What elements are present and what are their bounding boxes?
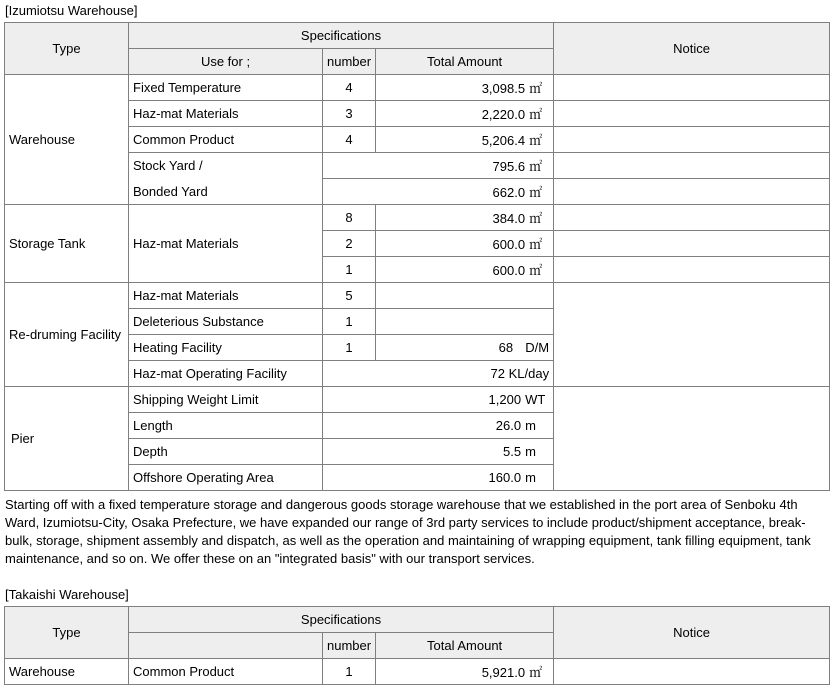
amount-cell (376, 659, 554, 685)
unit-label: ㎡ (529, 185, 543, 200)
notice-cell (554, 75, 830, 101)
table-row (5, 179, 830, 205)
unit-label: ㎡ (529, 237, 543, 252)
amount-value: 26.0 (495, 418, 522, 433)
amount-cell (376, 75, 554, 101)
notice-cell (554, 659, 830, 685)
unit-label: WT (525, 392, 546, 407)
number-cell: 1 (323, 309, 376, 335)
unit-label: ㎡ (529, 211, 543, 226)
amount-cell (376, 283, 554, 309)
header-number: number (323, 49, 376, 75)
unit-label: m (525, 418, 536, 433)
amount-cell (376, 309, 554, 335)
table-row (5, 659, 830, 685)
amount-value: 5,921.0 (481, 665, 526, 680)
number-cell: 3 (323, 101, 376, 127)
use-bonded-yard: Bonded Yard (129, 179, 323, 205)
use-redrum-hazmat: Haz-mat Materials (129, 283, 323, 309)
table-row (5, 75, 830, 101)
table-row (5, 101, 830, 127)
amount-value: 3,098.5 (481, 81, 526, 96)
amount-cell (323, 153, 554, 179)
amount-value: 5.5 (503, 444, 522, 459)
amount-value: 1,200 (488, 392, 522, 407)
notice-cell (554, 205, 830, 231)
use-offshore: Offshore Operating Area (129, 465, 323, 491)
amount-cell (376, 231, 554, 257)
use-common-product: Common Product (129, 127, 323, 153)
number-cell: 2 (323, 231, 376, 257)
unit-label: ㎡ (529, 159, 543, 174)
amount-cell (323, 413, 554, 439)
type-redruming: Re-druming Facility (5, 283, 129, 387)
amount-cell (323, 387, 554, 413)
use-fixed-temperature: Fixed Temperature (129, 75, 323, 101)
header-type: Type (5, 607, 129, 659)
header-notice: Notice (554, 607, 830, 659)
use-hazmat-operating: Haz-mat Operating Facility (129, 361, 323, 387)
amount-value: 600.0 (492, 263, 526, 278)
header-use-for: Use for ; (129, 49, 323, 75)
number-cell: 5 (323, 283, 376, 309)
unit-label: ㎡ (529, 81, 543, 96)
notice-cell (554, 231, 830, 257)
notice-cell (554, 101, 830, 127)
amount-cell (376, 257, 554, 283)
amount-value: 795.6 (492, 159, 526, 174)
unit-label: m (525, 444, 536, 459)
amount-cell (323, 179, 554, 205)
takaishi-title: [Takaishi Warehouse] (5, 587, 129, 602)
amount-cell (376, 205, 554, 231)
use-shipping-weight: Shipping Weight Limit (129, 387, 323, 413)
header-total-amount: Total Amount (376, 49, 554, 75)
amount-value: 2,220.0 (481, 107, 526, 122)
number-cell: 8 (323, 205, 376, 231)
notice-cell (554, 283, 830, 387)
header-specifications: Specifications (129, 23, 554, 49)
use-stock-yard: Stock Yard / (129, 153, 323, 179)
amount-value: 662.0 (492, 185, 526, 200)
number-cell: 4 (323, 127, 376, 153)
amount-cell: 72 KL/day (323, 361, 554, 387)
description-paragraph: Starting off with a fixed temperature storage and dangerous goods storage warehouse that we established in the port area of Senboku 4th Ward, Izumiotsu-City, Osaka Prefecture, we have expanded our range of 3rd party services to include product/shipment acceptance, break-bulk, storage, shipment assembly and dispatch, as well as the operation and maintaining of wrapping equipment, tank filling equipment, tank maintenance, and so on. We offer these on an "integrated basis" with our transport services. (5, 497, 811, 566)
amount-value: D/M (525, 340, 550, 355)
amount-value: 5,206.4 (481, 133, 526, 148)
type-warehouse: Warehouse (5, 659, 129, 685)
unit-label: ㎡ (529, 665, 543, 680)
notice-cell (554, 179, 830, 205)
amount-value: 384.0 (492, 211, 526, 226)
use-deleterious: Deleterious Substance (129, 309, 323, 335)
amount-cell (376, 127, 554, 153)
number-cell: 4 (323, 75, 376, 101)
amount-value: 600.0 (492, 237, 526, 252)
unit-label: ㎡ (529, 263, 543, 278)
unit-label: ㎡ (529, 133, 543, 148)
type-storage-tank: Storage Tank (5, 205, 129, 283)
header-total-amount: Total Amount (376, 633, 554, 659)
type-warehouse: Warehouse (5, 75, 129, 205)
header-notice: Notice (554, 23, 830, 75)
table-row (5, 205, 830, 231)
table-row (5, 283, 830, 309)
header-use-for (129, 633, 323, 659)
notice-cell (554, 127, 830, 153)
amount-value: 68 (498, 340, 514, 355)
unit-label: ㎡ (529, 107, 543, 122)
number-cell: 1 (323, 257, 376, 283)
header-number: number (323, 633, 376, 659)
notice-cell (554, 153, 830, 179)
amount-cell (376, 335, 554, 361)
unit-label: m (525, 470, 536, 485)
use-hazmat: Haz-mat Materials (129, 101, 323, 127)
notice-cell (554, 257, 830, 283)
header-type: Type (5, 23, 129, 75)
use-common-product: Common Product (129, 659, 323, 685)
header-specifications: Specifications (129, 607, 554, 633)
table-row (5, 127, 830, 153)
number-cell: 1 (323, 659, 376, 685)
amount-value: 160.0 (488, 470, 522, 485)
amount-cell (376, 101, 554, 127)
izumiotsu-title: [Izumiotsu Warehouse] (5, 3, 138, 18)
notice-cell (554, 387, 830, 491)
amount-cell (323, 439, 554, 465)
use-length: Length (129, 413, 323, 439)
amount-cell (323, 465, 554, 491)
use-depth: Depth (129, 439, 323, 465)
takaishi-spec-table (4, 606, 830, 685)
use-tank-hazmat: Haz-mat Materials (129, 205, 323, 283)
type-pier: Pier (5, 387, 129, 491)
number-cell: 1 (323, 335, 376, 361)
table-row (5, 387, 830, 413)
izumiotsu-spec-table (4, 22, 830, 491)
table-row (5, 153, 830, 179)
use-heating: Heating Facility (129, 335, 323, 361)
